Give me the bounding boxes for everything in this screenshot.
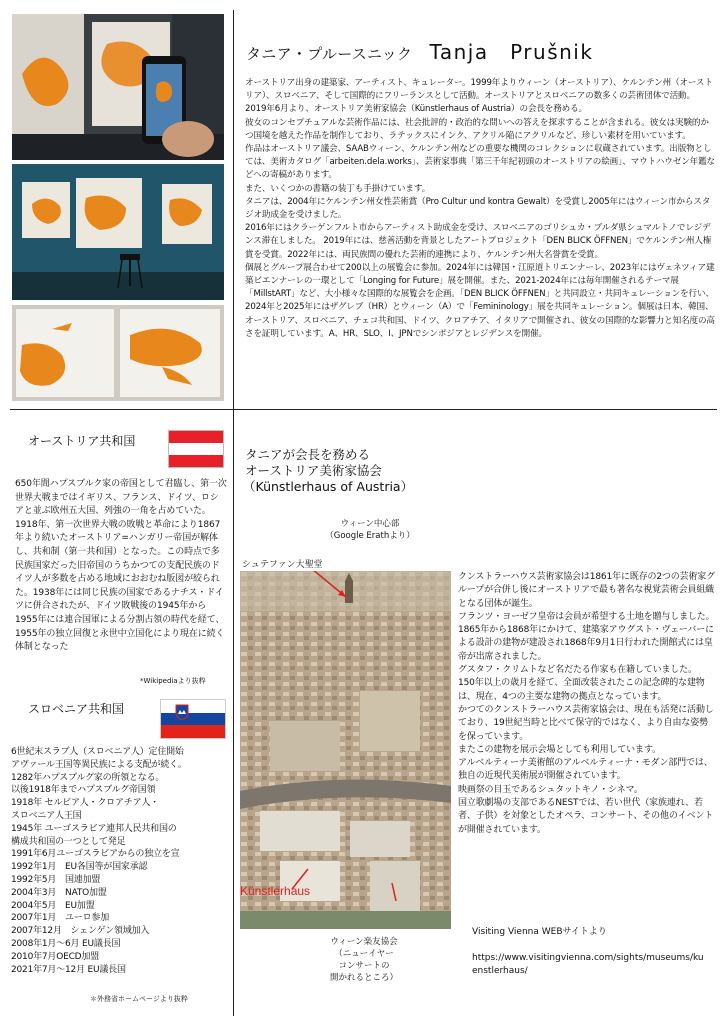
- history-item: 2021年7月～12月 EU議長国: [11, 964, 126, 975]
- association-title: [245, 447, 413, 495]
- association-title-line1: タニアが会長を務める: [245, 447, 371, 462]
- history-item: 2007年12月 シェンゲン領域加入: [11, 926, 150, 937]
- history-item: 2008年1月～6月 EU議長国: [11, 938, 121, 949]
- association-title-line2: オーストリア美術家協会: [245, 463, 382, 478]
- association-paragraph: クンストラーハウス芸術家協会は1861年に既存の2つの芸術家グループが合併し後にオーストリアで最も著名な視覚芸術会員組織となる団体が誕生。: [458, 572, 715, 609]
- photo-phone-artwork-graphic: [12, 14, 224, 160]
- association-paragraph: またこの建物を展示会場としても利用しています。: [458, 744, 661, 755]
- association-source-url[interactable]: https://www.visitingvienna.com/sights/museums/kuenstlerhaus/: [472, 953, 704, 976]
- slovenia-title: スロベニア共和国: [28, 702, 125, 716]
- slovenia-source: ＊外務省ホームページより抜粋: [90, 995, 188, 1003]
- austria-description: 650年間ハプスブルク家の帝国として君臨し、第一次世界大戦まではイギリス、フランス、ドイツ、ロシアと並ぶ欧州五大国、列強の一角を占めていた。1918年、第一次世界大戦の敗戦と革命により1867年より続いたオーストリア=ハンガリー帝国が解体し、共和制（第一共和国）となった。この時点で多民族国家だった旧帝国のうちかつての支配民族のドイツ人が多数を占める地域におおむね版図が絞られた。1938年には同じ民族の国家であるナチス・ドイツに併合されたが、ドイツ敗戦後の1945年から1955年には連合国軍による分割占領の時代を経て、1955年の独立回復と永世中立国化により現在に続く体制となった: [15, 479, 227, 653]
- photo-splash-paintings-graphic: [12, 305, 224, 401]
- history-item: アヴァール王国等異民族による支配が続く。: [11, 759, 187, 770]
- stephansdom-label: シュテファン大聖堂: [242, 560, 323, 570]
- history-item: 2010年7月OECD加盟: [11, 951, 100, 962]
- center-divider-bottom: [233, 409, 234, 1016]
- austria-flag-stripe-top: [169, 431, 223, 443]
- musikverein-caption-line: 開かれるところ）: [329, 973, 398, 983]
- history-item: 2004年3月 NATO加盟: [11, 887, 107, 898]
- history-item: 1991年6月ユーゴスラビアからの独立を宣: [11, 849, 180, 860]
- bio-paragraph: タニアは、2004年にケルンテン州女性芸術賞（Pro Cultur und kontra Gewalt）を受賞し2005年にはウィーン市からスタジオ助成金を受けました。: [245, 196, 711, 221]
- musikverein-caption-line: ウィーン楽友協会: [330, 937, 398, 947]
- map-caption-line1: ウィーン中心部: [340, 519, 400, 529]
- history-item: 構成共和国の一つとして発足: [11, 836, 126, 847]
- horizontal-divider: [10, 409, 717, 410]
- slovenia-history: [11, 746, 227, 976]
- history-item: 2004年5月 EU加盟: [11, 900, 95, 911]
- history-item: 2007年1月 ユーロ参加: [11, 913, 110, 924]
- bio-paragraph: オーストリア出身の建築家、アーティスト、キュレーター。1999年よりウィーン（オーストリア）、ケルンテン州（オーストリア）、スロベニア、そして国際的にフリーランスとして活動。オーストリアとスロベニアの数多くの芸術団体で活動。2019年6月より、オーストリア美術家協会（Künstlerhaus of Austria）の会長を務める。: [245, 78, 713, 115]
- association-paragraph: アルベルティーナ美術館のアルベルティーナ・モダン部門では、独自の近現代美術展が開催されています。: [458, 758, 713, 782]
- association-title-line3: （Künstlerhaus of Austria）: [243, 479, 414, 494]
- austria-flag-stripe-bottom: [169, 455, 223, 467]
- photo-gallery-room: [12, 164, 224, 300]
- vienna-aerial-map-graphic: [240, 571, 451, 929]
- austria-flag-stripe-middle: [169, 443, 223, 455]
- austria-text: [15, 478, 227, 655]
- history-item: スロベニア人王国: [11, 810, 82, 821]
- slovenia-coat-of-arms-icon: [175, 704, 189, 720]
- musikverein-caption-line: （ニューイヤー: [334, 949, 394, 959]
- map-caption-line2: （Google Erathより）: [325, 531, 415, 541]
- austria-source: *Wikipediaより抜粋: [140, 677, 206, 685]
- association-paragraph: 国立歌劇場の支部であるNESTでは、若い世代（家族連れ、若者、子供）を対象としたオペラ、コンサート、その他のイベントが開催されています。: [458, 798, 714, 835]
- austria-flag: [168, 430, 224, 468]
- artist-name-jp: タニア・プルースニック: [246, 45, 413, 63]
- history-item: 1918年 セルビア人・クロアチア人・: [11, 798, 159, 809]
- association-source-title: Visiting Vienna WEBサイトより: [472, 927, 607, 937]
- bio-paragraph: 作品はオーストリア議会、SAABウィーン、ケルンテン州などの重要な機関のコレクションに収蔵されています。出版物としては、美術カタログ「arbeiten.dela.works」、芸術家事典「第三千年紀初頭のオーストリアの絵画」、マウトハウゼン年鑑などへの寄稿があります。: [245, 144, 715, 181]
- kuenstlerhaus-label: Künstlerhaus: [240, 884, 311, 898]
- history-item: 6世紀末スラブ人（スロベニア人）定住開始: [11, 747, 184, 757]
- association-text: [458, 571, 716, 837]
- association-paragraph: 150年以上の歳月を経て、全面改装されたこの記念碑的な建物は、現在、4つの主要な建物の拠点となっています。: [458, 678, 705, 702]
- photo-gallery-room-graphic: [12, 164, 224, 300]
- musikverein-caption-line: コンサートの: [338, 961, 390, 971]
- artist-name-latin: Tanja Prušnik: [429, 40, 594, 64]
- slovenia-flag: [160, 699, 226, 739]
- history-item: 以後1918年までハプスブルグ帝国領: [11, 785, 156, 796]
- bio-paragraph: 2016年にはクラーゲンフルト市からアーティスト助成金を受け、スロベニアのゴリシュカ・ブルダ県シュマルトノでレジデンス滞在しました。 2019年には、慈善活動を背景としたアートプロジェクト「DEN BLICK ÖFFNEN」でケルンテン州人権賞を受賞。2022年には、両民族間の優れた芸術的連携により、ケルンテン州大名誉賞を受賞。: [245, 223, 712, 260]
- vienna-aerial-map: [240, 571, 451, 929]
- association-paragraph: 映画祭の目玉であるシュタットキノ・シネマ。: [458, 784, 643, 795]
- association-paragraph: フランツ・ヨーゼフ皇帝は会員が希望する土地を贈与しました。1865年から1868年にかけて、建築家アウグスト・ヴェーバーによる設計の建物が建設され1868年9月1日行われた開館式には皇帝が出席されました。: [458, 611, 715, 662]
- photo-splash-paintings: [12, 305, 224, 401]
- musikverein-caption: [318, 936, 410, 984]
- center-divider-top: [233, 10, 234, 409]
- bio-paragraph: 個展とグループ展合わせて200以上の展覧会に参加。2024年には韓国・江原道トリエンナーレ、2023年にはヴェネツィア建築ビエンナーレの一環として「Longing for Future」展を開催。また、2021-2024年には毎年開催されるテーマ展「MillstART」など、大小様々な国際的な展覧会を企画。「DEN BLICK ÖFFNEN」と共同設立・共同キュレーションを行い、2024年と2025年にはザグレブ（HR）とウィーン（A）で「Femininology」展を共同キュレーション。個展は日本、韓国、オーストリア、スロベニア、チェコ共和国、ドイツ、クロアチア、イタリアで開催され、彼女の国際的な影響力と知名度の高さを証明しています。A、HR、SLO、I、JPNでシンポジアとレジデンスを開催。: [245, 262, 715, 339]
- slovenia-flag-stripe-blue: [161, 713, 225, 726]
- history-item: 1282年ハプスブルグ家の所領となる。: [11, 772, 165, 783]
- map-caption: [290, 518, 450, 542]
- bio-paragraph: また、いくつかの書籍の装丁も手掛けています。: [245, 183, 431, 194]
- history-item: 1992年5月 国連加盟: [11, 874, 101, 885]
- artist-name-heading: [246, 36, 716, 65]
- austria-title: オーストリア共和国: [28, 434, 136, 448]
- photo-phone-artwork: [12, 14, 224, 160]
- slovenia-flag-stripe-white: [161, 700, 225, 713]
- slovenia-flag-stripe-red: [161, 725, 225, 738]
- bio-paragraph: 彼女のコンセプチュアルな芸術作品には、社会批評的・政治的な問いへの答えを探求することが含まれる。彼女は実験的かつ国境を越えた作品を制作しており、ラテックスにインク、アクリル陥にアクリルなど、珍しい素材を用いています。: [245, 117, 709, 141]
- association-paragraph: グスタフ・クリムトなど名だたる作家も在籍していました。: [458, 665, 697, 676]
- artist-bio: [245, 77, 715, 341]
- association-paragraph: かつてのクンストラーハウス芸術家協会は、現在も活発に活動しており、19世紀当時と比べて保守的ではなく、より自由な姿勢を保っています。: [458, 704, 714, 742]
- history-item: 1992年1月 EU各国等が国家承認: [11, 862, 148, 873]
- history-item: 1945年 ユーゴスラビア連邦人民共和国の: [11, 823, 177, 834]
